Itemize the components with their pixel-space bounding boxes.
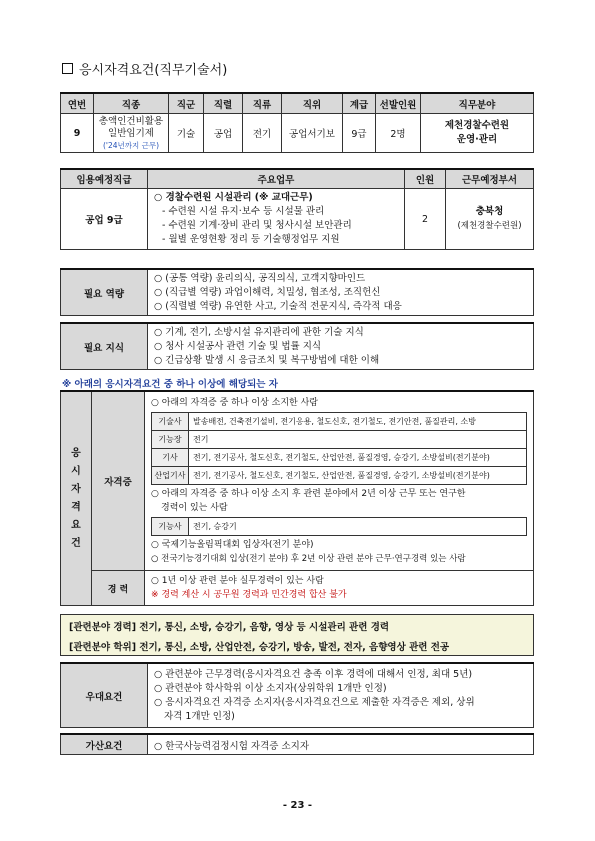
preferential-item: ○ 관련분야 근무경력(응시자격요건 충족 이후 경력에 대해서 인정, 최대 5년) bbox=[154, 668, 473, 680]
license-row bbox=[152, 467, 527, 485]
preferential-item: 자격 1개만 인정) bbox=[164, 710, 235, 722]
license-type: 기술사 bbox=[152, 413, 189, 431]
license-table-2 bbox=[151, 517, 527, 536]
cell-type bbox=[94, 114, 169, 153]
knowledge-table bbox=[60, 322, 534, 370]
bonus-item: ○ 한국사능력검정시험 자격증 소지자 bbox=[148, 734, 534, 755]
license-row bbox=[152, 413, 527, 431]
job-info-table bbox=[60, 92, 534, 153]
related-field-box bbox=[60, 614, 534, 656]
license-value: 발송배전, 건축전기설비, 전기응용, 철도신호, 전기철도, 전기안전, 품질관리, 소방 bbox=[189, 413, 527, 431]
cell-count: 2명 bbox=[376, 114, 421, 153]
header-rank: 임용예정직급 bbox=[61, 169, 148, 189]
license-type: 기사 bbox=[152, 449, 189, 467]
license-table bbox=[151, 412, 527, 485]
knowledge-item: ○ 긴급상황 발생 시 응급조치 및 복구방법에 대한 이해 bbox=[154, 354, 380, 366]
table-row bbox=[61, 189, 534, 250]
cell-rank: 공업 9급 bbox=[61, 189, 148, 250]
checkbox-square-icon bbox=[62, 63, 73, 74]
related-degree: [관련분야 학위] 전기, 통신, 소방, 산업안전, 승강기, 방송, 발전, 전자, 음향영상 관련 전공 bbox=[69, 642, 450, 653]
bonus-label: 가산요건 bbox=[61, 734, 148, 755]
preferential-table bbox=[60, 662, 534, 728]
header-group: 직군 bbox=[169, 93, 204, 114]
qualification-label bbox=[61, 391, 92, 606]
cell-duties bbox=[148, 189, 405, 250]
license-value: 전기, 전기공사, 철도신호, 전기철도, 산업안전, 품질경영, 승강기, 소방설비(전기분야) bbox=[189, 467, 527, 485]
competency-table bbox=[60, 268, 534, 316]
dept-name: 충북청 bbox=[475, 206, 504, 217]
section-title bbox=[62, 59, 227, 78]
type-note: ('24년까지 근무) bbox=[102, 140, 160, 150]
header-grade: 계급 bbox=[343, 93, 376, 114]
competency-items bbox=[148, 269, 534, 316]
header-dept: 근무예정부서 bbox=[446, 169, 534, 189]
cert-extra: ○ 국제기능올림픽대회 입상자(전기 분야) bbox=[151, 540, 314, 550]
cell-no: 9 bbox=[61, 114, 94, 153]
knowledge-label: 필요 지식 bbox=[61, 323, 148, 370]
preferential-items bbox=[148, 663, 534, 728]
qualification-table bbox=[60, 390, 534, 606]
career-content bbox=[145, 571, 534, 606]
header-count: 선발인원 bbox=[376, 93, 421, 114]
competency-item: ○ (직렬별 역량) 유연한 사고, 기술적 전문지식, 즉각적 대응 bbox=[154, 300, 402, 312]
header-duties: 주요업무 bbox=[148, 169, 405, 189]
cell-grade: 9급 bbox=[343, 114, 376, 153]
cert-intro: ○ 아래의 자격증 중 하나 이상 소지한 사람 bbox=[151, 398, 318, 408]
header-category: 직류 bbox=[243, 93, 282, 114]
cert-intro2-line1: ○ 아래의 자격증 중 하나 이상 소지 후 관련 분야에서 2년 이상 근무 또는 연구한 bbox=[151, 489, 466, 499]
type-line1: 총액인건비활용 bbox=[98, 115, 164, 127]
cert-intro2-line2: 경력이 있는 사람 bbox=[161, 503, 228, 513]
cell-series: 공업 bbox=[204, 114, 243, 153]
license-row bbox=[152, 449, 527, 467]
qualification-label-text: 응시자격요건 bbox=[71, 447, 81, 549]
cell-category: 전기 bbox=[243, 114, 282, 153]
related-career: [관련분야 경력] 전기, 통신, 소방, 승강기, 음향, 영상 등 시설관리 관련 경력 bbox=[69, 622, 390, 633]
duty-item: - 수련원 기계·장비 관리 및 청사시설 보안관리 bbox=[162, 220, 352, 231]
preferential-label: 우대요건 bbox=[61, 663, 148, 728]
cell-people: 2 bbox=[405, 189, 446, 250]
preferential-item: ○ 응시자격요건 자격증 소지자(응시자격요건으로 제출한 자격증은 제외, 상위 bbox=[154, 696, 475, 708]
competency-item: ○ (직급별 역량) 과업이해력, 치밀성, 협조성, 조직헌신 bbox=[154, 286, 381, 298]
license-value: 전기 bbox=[189, 431, 527, 449]
header-people: 인원 bbox=[405, 169, 446, 189]
career-item: ○ 1년 이상 관련 분야 실무경력이 있는 사람 bbox=[151, 576, 324, 586]
duty-item: - 수련원 시설 유지·보수 등 시설물 관리 bbox=[162, 206, 325, 217]
cell-field bbox=[421, 114, 534, 153]
license-row bbox=[152, 518, 527, 536]
competency-label: 필요 역량 bbox=[61, 269, 148, 316]
duties-table bbox=[60, 168, 534, 250]
cell-group: 기술 bbox=[169, 114, 204, 153]
career-label: 경 력 bbox=[92, 571, 145, 606]
license-type: 기능사 bbox=[152, 518, 189, 536]
qualification-warning: ※ 아래의 응시자격요건 중 하나 이상에 해당되는 자 bbox=[62, 379, 278, 390]
cert-label: 자격증 bbox=[92, 391, 145, 571]
license-type: 기능장 bbox=[152, 431, 189, 449]
page-number: - 23 - bbox=[282, 800, 313, 811]
type-line2: 일반임기제 bbox=[108, 127, 154, 139]
cell-position: 공업서기보 bbox=[282, 114, 343, 153]
knowledge-items bbox=[148, 323, 534, 370]
knowledge-item: ○ 기계, 전기, 소방시설 유지관리에 관한 기술 지식 bbox=[154, 326, 364, 338]
field-line2: 운영·관리 bbox=[456, 134, 498, 145]
table-row bbox=[61, 114, 534, 153]
duty-item: - 월별 운영현황 정리 등 기술행정업무 지원 bbox=[162, 234, 340, 245]
bonus-table bbox=[60, 733, 534, 755]
career-note: ※ 경력 계산 시 공무원 경력과 민간경력 합산 불가 bbox=[151, 590, 347, 600]
license-row bbox=[152, 431, 527, 449]
duty-item: ○ 경찰수련원 시설관리 (※ 교대근무) bbox=[154, 192, 313, 203]
cert-extra: ○ 전국기능경기대회 입상(전기 분야) 후 2년 이상 관련 분야 근무·연구경력 있는 사람 bbox=[151, 554, 466, 564]
knowledge-item: ○ 청사 시설공사 관련 기술 및 법률 지식 bbox=[154, 340, 322, 352]
header-series: 직렬 bbox=[204, 93, 243, 114]
header-position: 직위 bbox=[282, 93, 343, 114]
license-type: 산업기사 bbox=[152, 467, 189, 485]
competency-item: ○ (공통 역량) 윤리의식, 공직의식, 고객지향마인드 bbox=[154, 272, 366, 284]
dept-sub: (제천경찰수련원) bbox=[457, 221, 522, 231]
cert-content bbox=[145, 391, 534, 571]
header-field: 직무분야 bbox=[421, 93, 534, 114]
header-type: 직종 bbox=[94, 93, 169, 114]
license-value: 전기, 승강기 bbox=[189, 518, 527, 536]
header-no: 연번 bbox=[61, 93, 94, 114]
section-title-text: 응시자격요건(직무기술서) bbox=[79, 63, 228, 78]
preferential-item: ○ 관련분야 학사학위 이상 소지자(상위학위 1개만 인정) bbox=[154, 682, 387, 694]
license-value: 전기, 전기공사, 철도신호, 전기철도, 산업안전, 품질경영, 승강기, 소방설비(전기분야) bbox=[189, 449, 527, 467]
cell-dept bbox=[446, 189, 534, 250]
field-line1: 제천경찰수련원 bbox=[444, 120, 510, 131]
